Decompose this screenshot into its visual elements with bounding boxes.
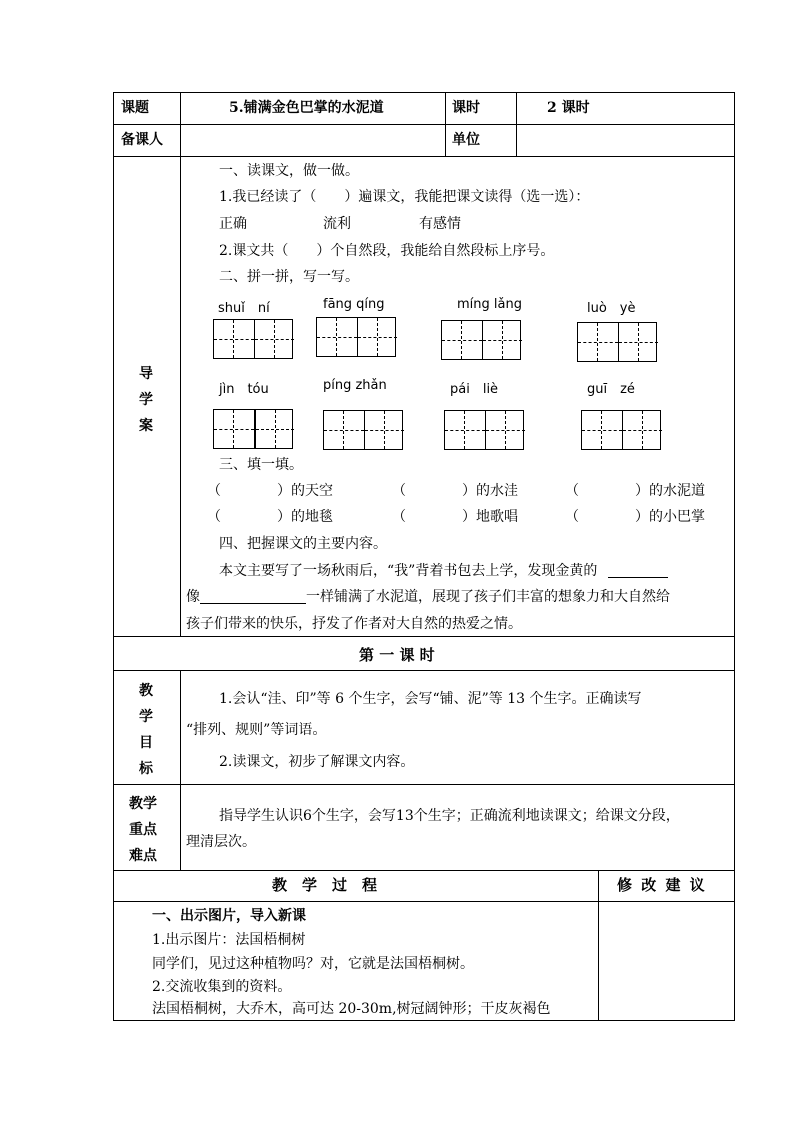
section1-question2: 2.课文共（ ）个自然段，我能给自然段标上序号。 bbox=[219, 243, 555, 259]
fill-blank: （ ）地歌唱 bbox=[392, 509, 518, 525]
summary-line-3: 孩子们带来的快乐，抒发了作者对大自然的热爱之情。 bbox=[186, 616, 522, 632]
preparer-label: 备课人 bbox=[121, 132, 163, 148]
pinyin-label: pái liè bbox=[450, 382, 499, 397]
fill-blank: （ ）的小巴掌 bbox=[565, 509, 705, 525]
summary-text: 像 bbox=[186, 589, 200, 605]
topic-value: 5.铺满金色巴掌的水泥道 bbox=[229, 100, 384, 116]
summary-text: 一样铺满了水泥道，展现了孩子们丰富的想象力和大自然给 bbox=[306, 589, 670, 605]
pinyin-label: guī zé bbox=[587, 382, 635, 397]
writing-grid[interactable] bbox=[213, 319, 293, 359]
section1-question1: 1.我已经读了（ ）遍课文，我能把课文读得（选一选）： bbox=[219, 189, 590, 205]
process-line: 1.出示图片：法国梧桐树 bbox=[152, 932, 306, 948]
focus-1: 指导学生认识6个生字，会写13个生字；正确流利地读课文；给课文分段， bbox=[219, 808, 680, 824]
focus-label-3: 难点 bbox=[129, 848, 157, 864]
suggestion-title: 修 改 建 议 bbox=[617, 876, 707, 894]
process-line: 法国梧桐树，大乔木，高可达 20-30m,树冠阔钟形；干皮灰褐色 bbox=[152, 1001, 551, 1017]
period-value: 2 课时 bbox=[547, 100, 590, 116]
col-line bbox=[598, 870, 599, 1020]
goal-1b: “排列、规则”等词语。 bbox=[186, 722, 327, 738]
writing-grid[interactable] bbox=[323, 410, 403, 450]
option-correct: 正确 bbox=[219, 216, 247, 232]
goals-label-1: 教 bbox=[139, 683, 153, 699]
goal-2: 2.读课文，初步了解课文内容。 bbox=[219, 754, 415, 770]
process-step-heading: 一、出示图片，导入新课 bbox=[152, 908, 306, 924]
writing-grid[interactable] bbox=[316, 317, 396, 357]
writing-grid[interactable] bbox=[577, 322, 657, 362]
guide-label-1: 导 bbox=[139, 366, 153, 382]
col-line bbox=[516, 92, 517, 156]
focus-label-2: 重点 bbox=[129, 822, 157, 838]
answer-blank[interactable] bbox=[200, 603, 306, 604]
section1-title: 一、读课文，做一做。 bbox=[219, 163, 359, 179]
writing-grid[interactable] bbox=[441, 320, 521, 360]
option-fluent: 流利 bbox=[323, 216, 351, 232]
table-border-right bbox=[734, 92, 735, 1020]
summary-line-1 bbox=[219, 564, 668, 578]
writing-grid[interactable] bbox=[444, 410, 524, 450]
writing-grid[interactable] bbox=[213, 409, 293, 449]
fill-blank: （ ）的水洼 bbox=[392, 483, 518, 499]
focus-2: 理清层次。 bbox=[186, 834, 256, 850]
guide-label-2: 学 bbox=[139, 392, 153, 408]
row-line bbox=[113, 156, 735, 157]
section2-title: 二、拼一拼，写一写。 bbox=[219, 269, 359, 285]
row-line bbox=[113, 670, 735, 671]
goals-label-3: 目 bbox=[139, 735, 153, 751]
goals-label-2: 学 bbox=[139, 709, 153, 725]
topic-label: 课题 bbox=[121, 100, 149, 116]
answer-blank[interactable] bbox=[608, 577, 668, 578]
row-line bbox=[113, 784, 735, 785]
summary-line-2 bbox=[186, 590, 670, 604]
row-line bbox=[113, 1020, 735, 1021]
fill-blank: （ ）的天空 bbox=[207, 483, 333, 499]
option-emotion: 有感情 bbox=[419, 216, 461, 232]
fill-blank: （ ）的水泥道 bbox=[565, 483, 705, 499]
pinyin-label: píng zhǎn bbox=[323, 378, 387, 393]
pinyin-label: jìn tóu bbox=[219, 382, 269, 397]
process-title: 教 学 过 程 bbox=[272, 876, 378, 894]
process-line: 2.交流收集到的资料。 bbox=[152, 979, 292, 995]
summary-text: 本文主要写了一场秋雨后，“我”背着书包去上学，发现金黄的 bbox=[219, 563, 598, 579]
row-line bbox=[113, 636, 735, 637]
row-line bbox=[113, 124, 735, 125]
pinyin-label: shuǐ ní bbox=[218, 301, 270, 316]
focus-label-1: 教学 bbox=[129, 796, 157, 812]
col-line bbox=[180, 92, 181, 636]
lesson-title: 第 一 课 时 bbox=[359, 646, 435, 664]
table-border-left bbox=[113, 92, 114, 1020]
col-line bbox=[180, 670, 181, 870]
goal-1a: 1.会认“洼、印”等 6 个生字，会写“铺、泥”等 13 个生字。正确读写 bbox=[219, 691, 642, 707]
pinyin-label: fāng qíng bbox=[323, 297, 385, 312]
guide-label-3: 案 bbox=[139, 418, 153, 434]
goals-label-4: 标 bbox=[139, 761, 153, 777]
fill-blank: （ ）的地毯 bbox=[207, 509, 333, 525]
row-line bbox=[113, 870, 735, 871]
writing-grid[interactable] bbox=[581, 410, 661, 450]
pinyin-label: luò yè bbox=[587, 301, 636, 316]
period-label: 课时 bbox=[452, 100, 480, 116]
row-line bbox=[113, 92, 735, 93]
pinyin-label: míng lǎng bbox=[457, 297, 522, 312]
row-line bbox=[113, 901, 735, 902]
process-line: 同学们，见过这种植物吗？对，它就是法国梧桐树。 bbox=[152, 956, 474, 972]
section4-title: 四、把握课文的主要内容。 bbox=[219, 536, 387, 552]
col-line bbox=[445, 92, 446, 156]
section3-title: 三、填一填。 bbox=[219, 457, 303, 473]
unit-label: 单位 bbox=[452, 132, 480, 148]
